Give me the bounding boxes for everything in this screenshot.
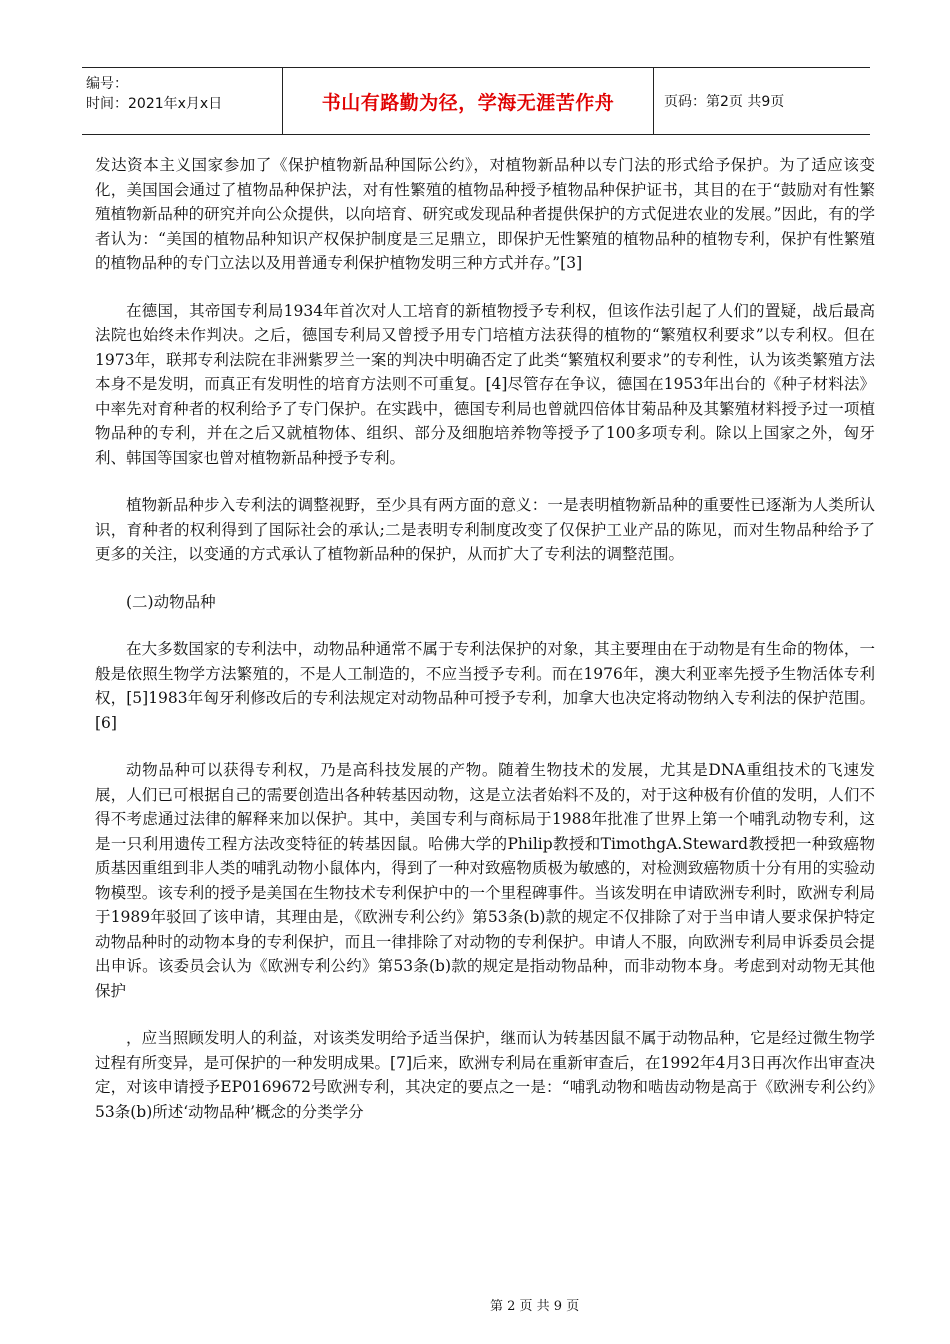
paragraph: 在大多数国家的专利法中，动物品种通常不属于专利法保护的对象，其主要理由在于动物是有生命的物体，一般是依照生物学方法繁殖的，不是人工制造的，不应当授予专利。而在1976年，澳大利亚率先授予生物活体专利权，[5]1983年匈牙利修改后的专利法规定对动物品种可授予专利，加拿大也决定将动物纳入专利法的保护范围。[6] (95, 640, 875, 732)
page-header (82, 67, 870, 135)
header-page-code: 页码：第2页 共9页 (664, 94, 785, 110)
paragraph: ，应当照顾发明人的利益，对该类发明给予适当保护，继而认为转基因鼠不属于动物品种，它是经过微生物学过程有所变异，是可保护的一种发明成果。[7]后来，欧洲专利局在重新审查后，在1992年4月3日再次作出审查决定，对该申请授予EP0169672号欧洲专利，其决定的要点之一是：“哺乳动物和啮齿动物是高于《欧洲专利公约》53条(b)所述‘动物品种’概念的分类学分 (95, 1029, 875, 1121)
document-body (95, 153, 875, 1147)
number-label: 编号： (86, 76, 128, 92)
header-meta (82, 68, 283, 134)
paragraph: 发达资本主义国家参加了《保护植物新品种国际公约》，对植物新品种以专门法的形式给予保护。为了适应该变化，美国国会通过了植物品种保护法，对有性繁殖的植物品种授予植物品种保护证书，其目的在于“鼓励对有性繁殖植物新品种的研究并向公众提供，以向培育、研究或发现品种者提供保护的方式促进农业的发展。”因此，有的学者认为：“美国的植物品种知识产权保护制度是三足鼎立，即保护无性繁殖的植物品种的植物专利，保护有性繁殖的植物品种的专门立法以及用普通专利保护植物发明三种方式并存。”[3] (95, 156, 875, 272)
header-motto: 书山有路勤为径，学海无涯苦作舟 (283, 68, 654, 134)
paragraph: 动物品种可以获得专利权，乃是高科技发展的产物。随着生物技术的发展，尤其是DNA重组技术的飞速发展，人们已可根据自己的需要创造出各种转基因动物，这是立法者始料不及的，对于这种极有价值的发明，人们不得不考虑通过法律的解释来加以保护。其中，美国专利与商标局于1988年批准了世界上第一个哺乳动物专利，这是一只利用遗传工程方法改变特征的转基因鼠。哈佛大学的Philip教授和TimothgA.Steward教授把一种致癌物质基因重组到非人类的哺乳动物小鼠体内，得到了一种对致癌物质极为敏感的，对检测致癌物质十分有用的实验动物模型。该专利的授予是美国在生物技术专利保护中的一个里程碑事件。当该发明在申请欧洲专利时，欧洲专利局于1989年驳回了该申请，其理由是，《欧洲专利公约》第53条(b)款的规定不仅排除了对于当申请人要求保护特定动物品种时的动物本身的专利保护，而且一律排除了对动物的专利保护。申请人不服，向欧洲专利局申诉委员会提出申诉。该委员会认为《欧洲专利公约》第53条(b)款的规定是指动物品种，而非动物本身。考虑到对动物无其他保护 (95, 761, 875, 1000)
page-footer: 第 2 页 共 9 页 (490, 1299, 580, 1314)
paragraph: 植物新品种步入专利法的调整视野，至少具有两方面的意义：一是表明植物新品种的重要性已逐渐为人类所认识，育种者的权利得到了国际社会的承认;二是表明专利制度改变了仅保护工业产品的陈见，而对生物品种给予了更多的关注，以变通的方式承认了植物新品种的保护，从而扩大了专利法的调整范围。 (95, 496, 875, 563)
section-heading: (二)动物品种 (126, 592, 216, 611)
time-label: 时间：2021年x月x日 (86, 96, 223, 112)
paragraph: 在德国，其帝国专利局1934年首次对人工培育的新植物授予专利权，但该作法引起了人们的置疑，战后最高法院也始终未作判决。之后，德国专利局又曾授予用专门培植方法获得的植物的“繁殖权利要求”以专利权。但在1973年，联邦专利法院在非洲紫罗兰一案的判决中明确否定了此类“繁殖权利要求”的专利性，认为该类繁殖方法本身不是发明，而真正有发明性的培育方法则不可重复。[4]尽管存在争议，德国在1953年出台的《种子材料法》中率先对育种者的权利给予了专门保护。在实践中，德国专利局也曾就四倍体甘菊品种及其繁殖材料授予过一项植物品种的专利，并在之后又就植物体、组织、部分及细胞培养物等授予了100多项专利。除以上国家之外，匈牙利、韩国等国家也曾对植物新品种授予专利。 (95, 301, 875, 467)
